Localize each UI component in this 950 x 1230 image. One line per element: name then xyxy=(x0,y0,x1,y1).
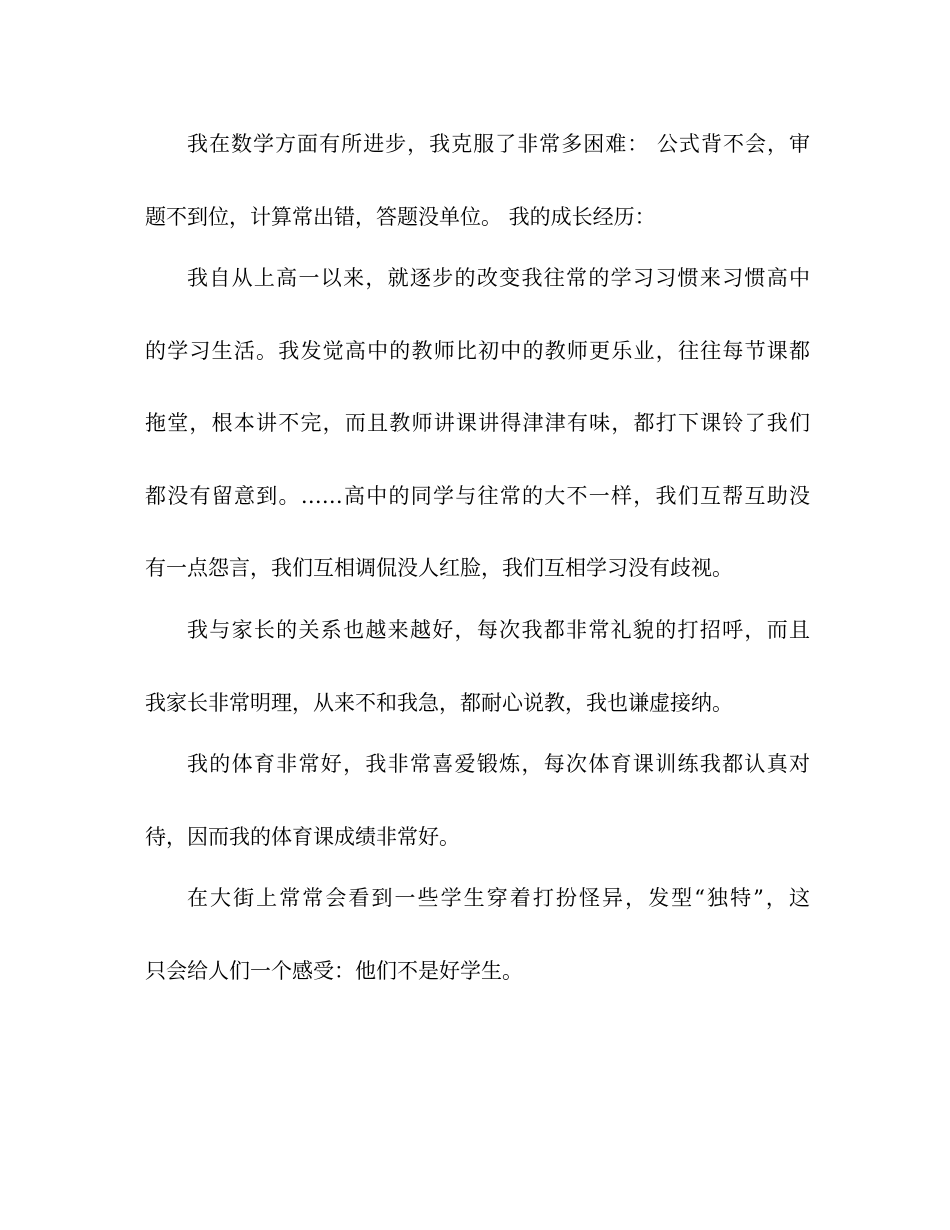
paragraph-line: 题不到位，计算常出错，答题没单位。 我的成长经历： xyxy=(145,205,656,229)
paragraph-line: 我自从上高一以来，就逐步的改变我往常的学习习惯来习惯高中 xyxy=(187,266,810,290)
paragraph-line: 只会给人们一个感受：他们不是好学生。 xyxy=(145,959,523,983)
paragraph-line: 我在数学方面有所进步，我克服了非常多困难： 公式背不会，审 xyxy=(187,132,810,156)
paragraph-line: 都没有留意到。……高中的同学与往常的大不一样，我们互帮互助没 xyxy=(145,484,810,508)
paragraph-line: 我家长非常明理，从来不和我急，都耐心说教，我也谦虚接纳。 xyxy=(145,691,733,715)
paragraph-line: 拖堂，根本讲不完，而且教师讲课讲得津津有味，都打下课铃了我们 xyxy=(145,411,810,435)
paragraph-line: 的学习生活。我发觉高中的教师比初中的教师更乐业，往往每节课都 xyxy=(145,339,810,363)
paragraph-line: 待，因而我的体育课成绩非常好。 xyxy=(145,825,460,849)
paragraph-line: 有一点怨言，我们互相调侃没人红脸，我们互相学习没有歧视。 xyxy=(145,556,733,580)
paragraph-line: 我的体育非常好，我非常喜爱锻炼，每次体育课训练我都认真对 xyxy=(187,752,810,776)
paragraph-line: 在大街上常常会看到一些学生穿着打扮怪异，发型“独特”，这 xyxy=(187,886,810,910)
paragraph-line: 我与家长的关系也越来越好，每次我都非常礼貌的打招呼，而且 xyxy=(187,618,810,642)
